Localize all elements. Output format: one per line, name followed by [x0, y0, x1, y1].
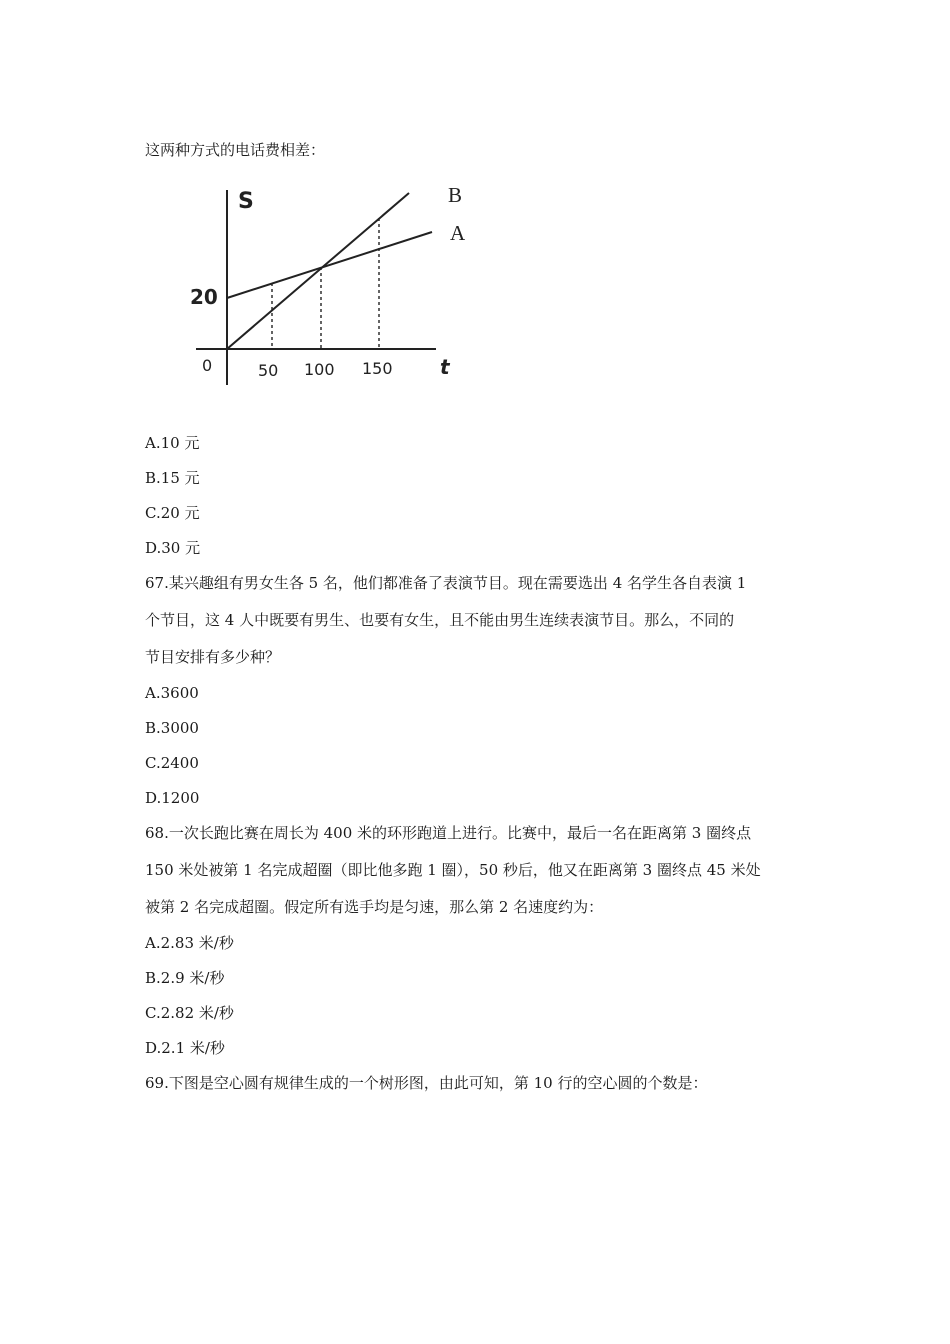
q67-stem-line-1: 67.某兴趣组有男女生各 5 名，他们都准备了表演节目。现在需要选出 4 名学生各自表演 1 [145, 574, 747, 592]
x-tick-100: 100 [304, 360, 335, 379]
q66-option-a: A.10 元 [145, 434, 200, 452]
line-a [227, 232, 432, 298]
q68-option-c: C.2.82 米/秒 [145, 1004, 234, 1022]
line-b-label: B [448, 183, 463, 207]
q68-stem-line-3: 被第 2 名完成超圈。假定所有选手均是匀速，那么第 2 名速度约为： [145, 898, 604, 916]
line-a-label: A [450, 221, 466, 245]
q67-option-b: B.3000 [145, 719, 199, 737]
x-tick-50: 50 [258, 361, 279, 380]
y-axis-label: S [238, 189, 254, 214]
q67-stem-line-3: 节目安排有多少种？ [145, 648, 281, 666]
y-tick-20: 20 [190, 285, 218, 309]
q68-stem-line-1: 68.一次长跑比赛在周长为 400 米的环形跑道上进行。比赛中，最后一名在距离第 3 圈终点 [145, 824, 752, 842]
q67-stem-line-2: 个节目，这 4 人中既要有男生、也要有女生，且不能由男生连续表演节目。那么，不同的 [145, 611, 735, 629]
phone-fee-graph [186, 180, 476, 395]
q67-option-c: C.2400 [145, 754, 199, 772]
q68-option-d: D.2.1 米/秒 [145, 1039, 225, 1057]
intro-text: 这两种方式的电话费相差： [145, 141, 326, 159]
q66-option-c: C.20 元 [145, 504, 200, 522]
q68-option-a: A.2.83 米/秒 [145, 934, 234, 952]
line-b [227, 193, 409, 349]
q67-option-a: A.3600 [145, 684, 199, 702]
x-tick-150: 150 [362, 359, 393, 378]
q67-option-d: D.1200 [145, 789, 200, 807]
q66-option-d: D.30 元 [145, 539, 201, 557]
origin-label: 0 [202, 356, 213, 375]
graph-svg [186, 180, 476, 395]
q66-option-b: B.15 元 [145, 469, 200, 487]
q69-stem-line-1: 69.下图是空心圆有规律生成的一个树形图，由此可知，第 10 行的空心圆的个数是： [145, 1074, 708, 1092]
x-axis-label: t [440, 355, 450, 379]
q68-option-b: B.2.9 米/秒 [145, 969, 225, 987]
q68-stem-line-2: 150 米处被第 1 名完成超圈（即比他多跑 1 圈），50 秒后，他又在距离第 3 圈终点 45 米处 [145, 861, 761, 879]
